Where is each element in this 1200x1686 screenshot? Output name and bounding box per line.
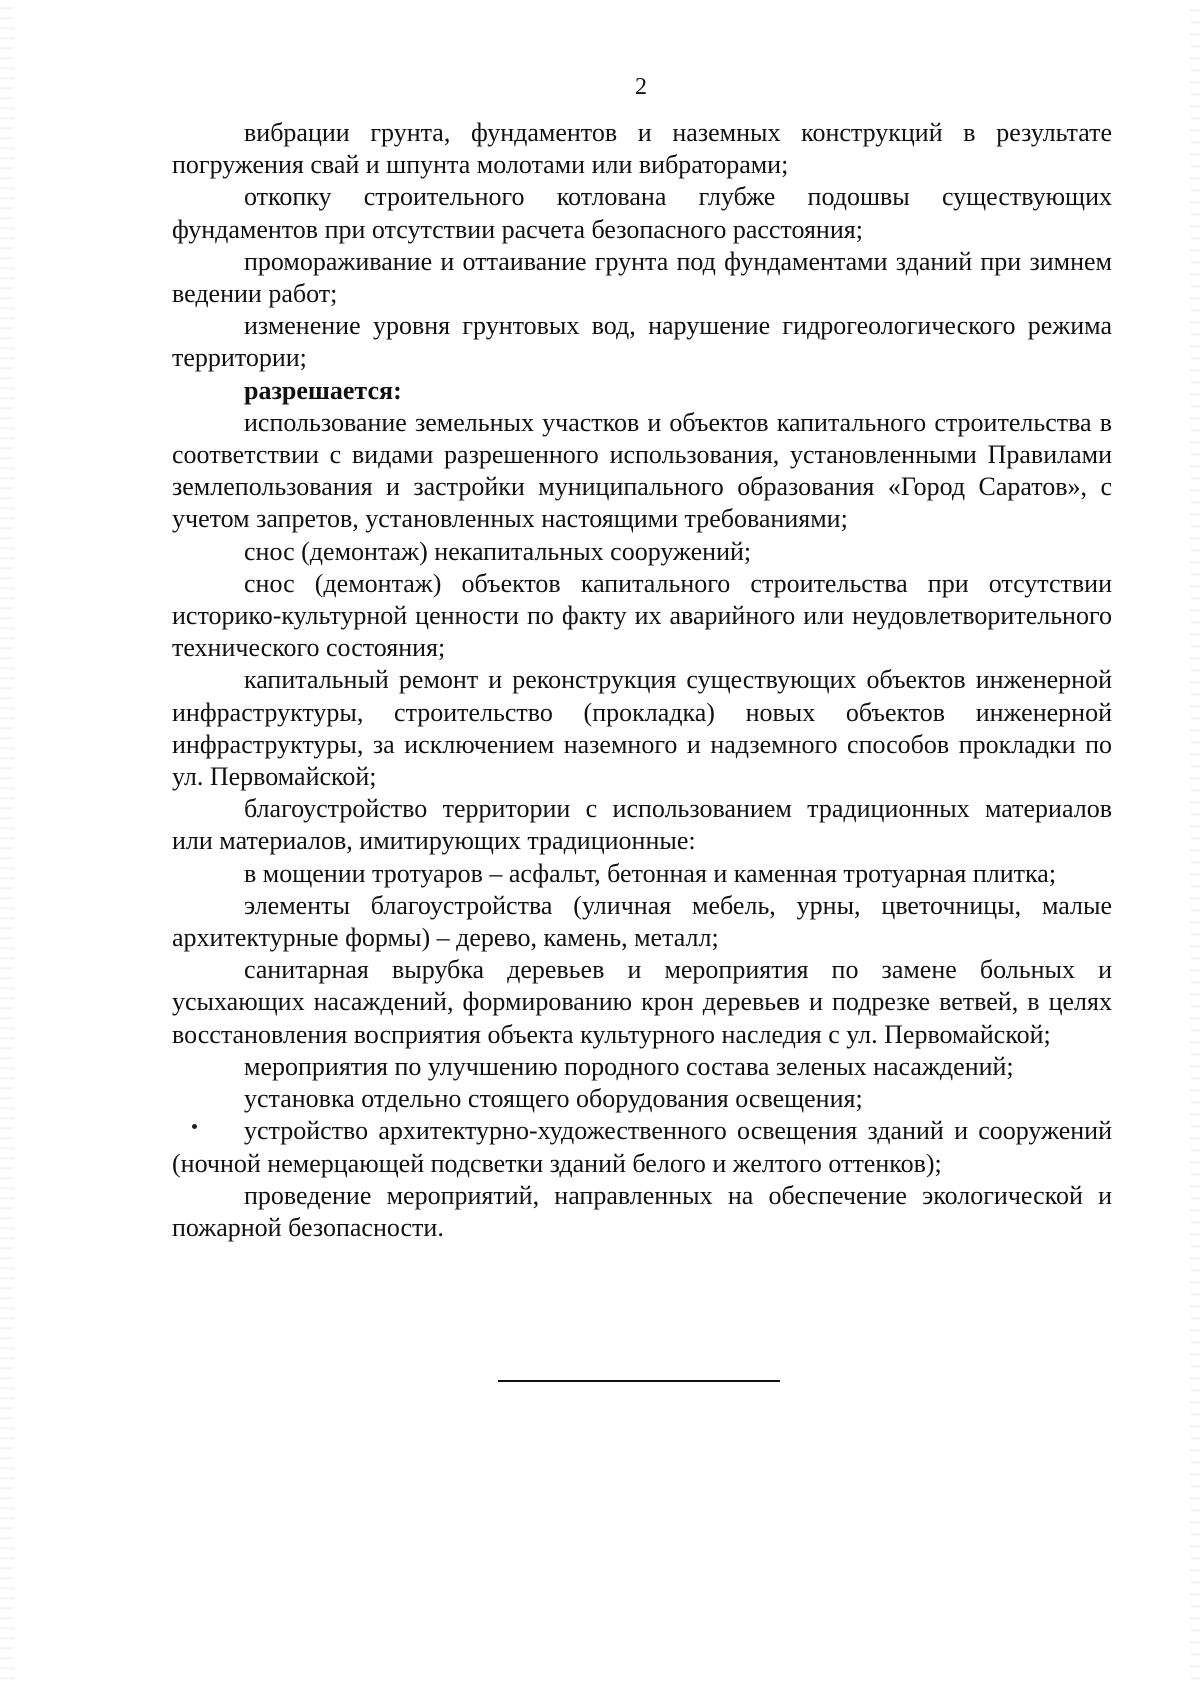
paragraph: мероприятия по улучшению породного состава зеленых насаждений; (244, 1051, 1014, 1081)
paragraph: изменение уровня грунтовых вод, нарушение гидрогеологического режима территории; (172, 311, 1112, 373)
paragraph: устройство архитектурно-художественного освещения зданий и сооружений (ночной немерцающей подсветки зданий белого и желтого оттенков); (172, 1116, 1112, 1178)
paragraph: установка отдельно стоящего оборудования освещения; (244, 1084, 863, 1114)
scan-edge-left (0, 0, 14, 1686)
paragraph: санитарная вырубка деревьев и мероприятия по замене больных и усыхающих насаждений, формированию крон деревьев и подрезке ветвей, в целях восстановления восприятия объекта культурного наследия с ул. Первомайской; (172, 955, 1112, 1049)
end-of-text-rule (498, 1380, 780, 1382)
paragraph: элементы благоустройства (уличная мебель, урны, цветочницы, малые архитектурные формы) – дерево, камень, металл; (172, 890, 1112, 953)
paragraph: использование земельных участков и объектов капитального строительства в соответствии с видами разрешенного использования, установленными Правилами землепользования и застройки муниципального образования «Город Саратов», с учетом запретов, установленных настоящими требованиями; (172, 407, 1112, 534)
document-body (172, 117, 1112, 1244)
paragraph: промораживание и оттаивание грунта под фундаментами зданий при зимнем ведении работ; (172, 246, 1112, 309)
scan-dot-mark (192, 1124, 197, 1129)
paragraph: снос (демонтаж) некапитальных сооружений; (244, 536, 752, 566)
paragraph: проведение мероприятий, направленных на обеспечение экологической и пожарной безопасности. (172, 1180, 1112, 1242)
page-number: 2 (635, 74, 647, 100)
paragraph: в мощении тротуаров – асфальт, бетонная и каменная тротуарная плитка; (244, 858, 1057, 888)
paragraph: снос (демонтаж) объектов капитального строительства при отсутствии историко-культурной ценности по факту их аварийного или неудовлетворительного технического состояния; (172, 568, 1112, 663)
scan-edge-right (1190, 0, 1200, 1686)
paragraph: откопку строительного котлована глубже подошвы существующих фундаментов при отсутствии расчета безопасного расстояния; (172, 182, 1112, 244)
paragraph: вибрации грунта, фундаментов и наземных конструкций в результате погружения свай и шпунта молотами или вибраторами; (172, 118, 1112, 180)
paragraph: капитальный ремонт и реконструкция существующих объектов инженерной инфраструктуры, строительство (прокладка) новых объектов инженерной инфраструктуры, за исключением наземного и надземного способов прокладки по ул. Первомайской; (172, 665, 1112, 792)
paragraph: благоустройство территории с использованием традиционных материалов или материалов, имитирующих традиционные: (172, 794, 1112, 856)
section-heading-allowed: разрешается: (244, 375, 402, 405)
